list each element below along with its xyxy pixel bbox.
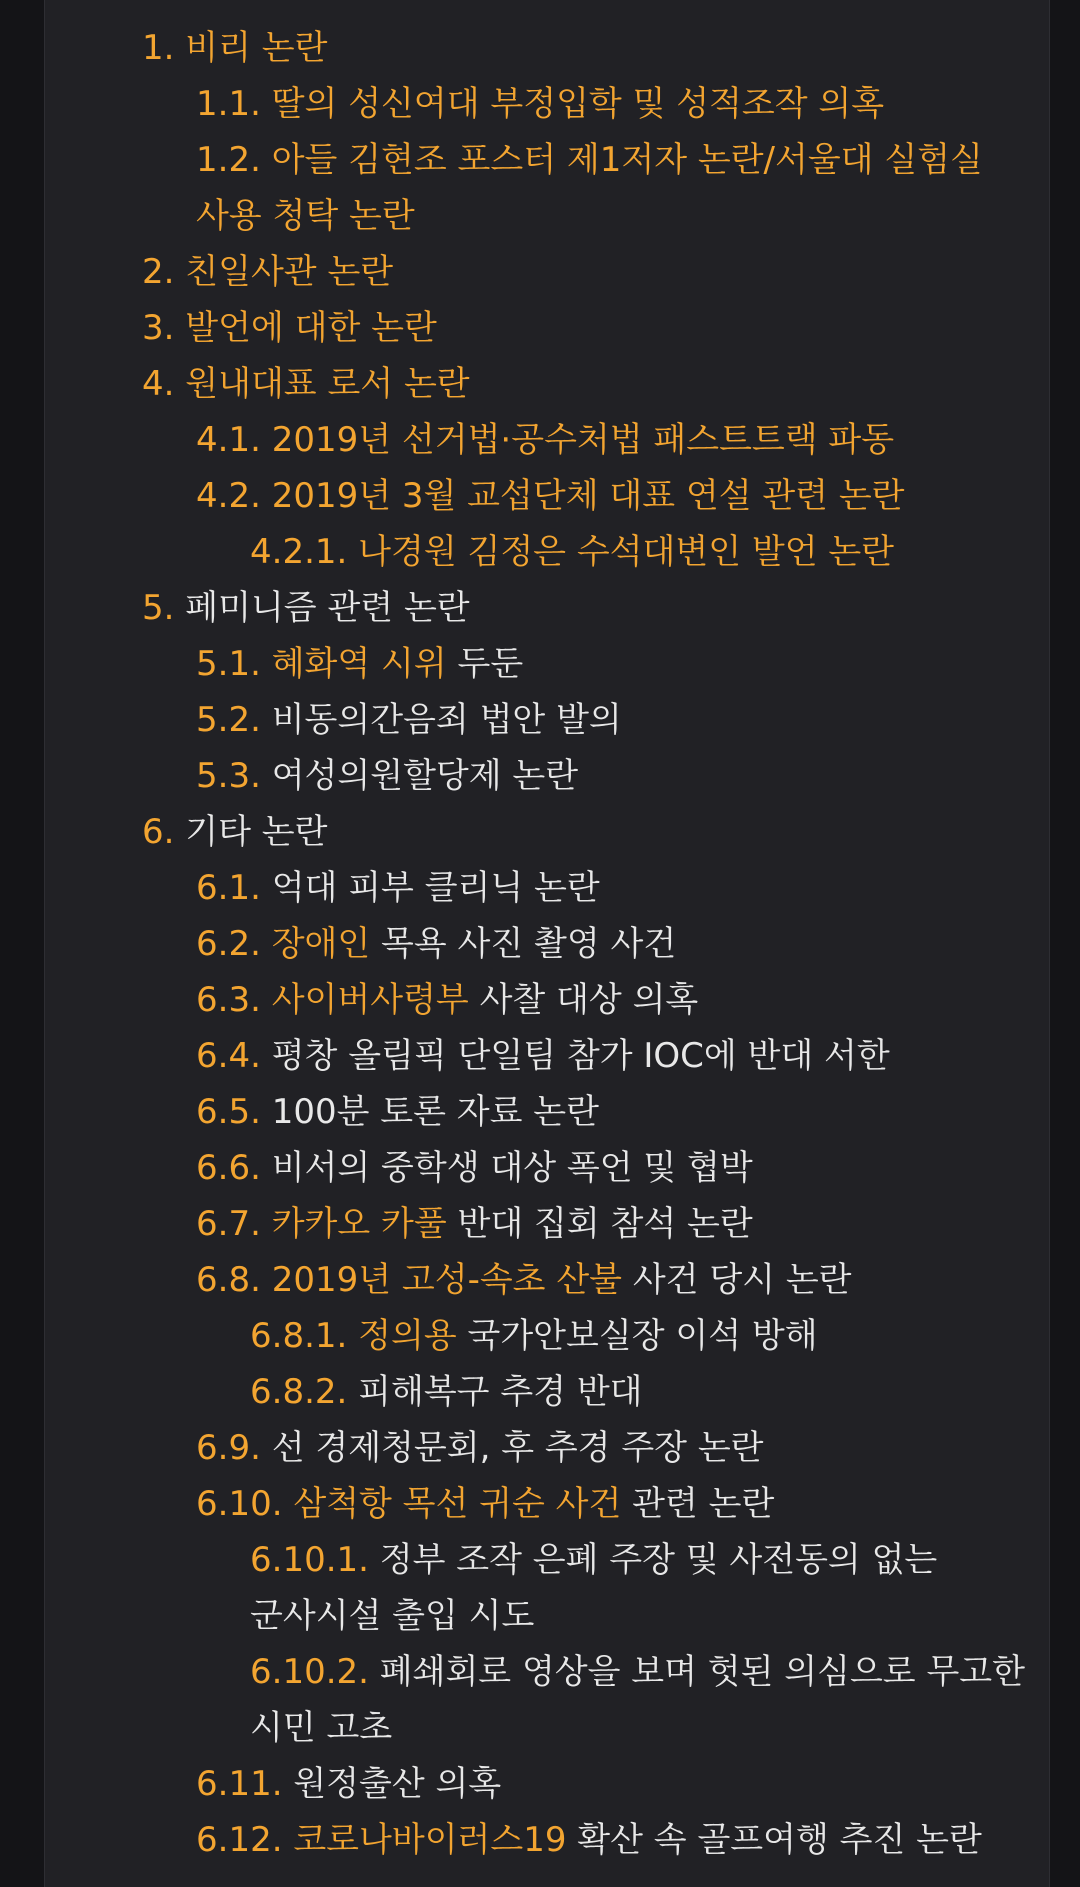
toc-item-number[interactable]: 6.3. xyxy=(196,980,261,1020)
toc-item[interactable] xyxy=(196,1756,1052,1812)
toc-item[interactable] xyxy=(142,356,1052,412)
toc-item-number[interactable]: 6.9. xyxy=(196,1428,261,1468)
toc-item-link[interactable]: 코로나바이러스19 xyxy=(293,1820,567,1860)
toc-item[interactable] xyxy=(196,916,1052,972)
toc-item-number[interactable]: 5.2. xyxy=(196,700,261,740)
table-of-contents xyxy=(142,20,1052,1868)
toc-item-number[interactable]: 6.8.1. xyxy=(250,1316,348,1356)
toc-item[interactable] xyxy=(196,1812,1052,1868)
toc-item-link[interactable]: 비리 논란 xyxy=(185,28,328,68)
toc-item[interactable] xyxy=(196,636,1052,692)
toc-item-text: 목욕 사진 촬영 사건 xyxy=(370,924,677,964)
toc-item-number[interactable]: 4.2. xyxy=(196,476,261,516)
toc-item-text: 선 경제청문회, 후 추경 주장 논란 xyxy=(271,1428,764,1468)
toc-item[interactable] xyxy=(196,1028,1052,1084)
toc-item-link[interactable]: 카카오 카풀 xyxy=(271,1204,447,1244)
toc-item-number[interactable]: 6.4. xyxy=(196,1036,261,1076)
toc-item-text: 기타 논란 xyxy=(185,812,328,852)
toc-item-text: 국가안보실장 이석 방해 xyxy=(456,1316,818,1356)
toc-item-text: 확산 속 골프여행 추진 논란 xyxy=(566,1820,982,1860)
toc-item-text: 사찰 대상 의혹 xyxy=(468,980,699,1020)
toc-item-number[interactable]: 6. xyxy=(142,812,175,852)
toc-item[interactable] xyxy=(196,412,1052,468)
content-panel xyxy=(44,0,1050,1887)
toc-item-link[interactable]: 정의용 xyxy=(358,1316,457,1356)
toc-item-text: 페미니즘 관련 논란 xyxy=(185,588,470,628)
toc-item-number[interactable]: 6.12. xyxy=(196,1820,283,1860)
toc-item-number[interactable]: 6.7. xyxy=(196,1204,261,1244)
toc-item-text: 여성의원할당제 논란 xyxy=(271,756,579,796)
toc-item-number[interactable]: 4.1. xyxy=(196,420,261,460)
toc-item[interactable] xyxy=(250,1532,1052,1644)
toc-item-number[interactable]: 5.3. xyxy=(196,756,261,796)
toc-item[interactable] xyxy=(142,580,1052,636)
toc-item[interactable] xyxy=(196,76,1052,132)
toc-item-text: 억대 피부 클리닉 논란 xyxy=(271,868,600,908)
toc-item-link[interactable]: 삼척항 목선 귀순 사건 xyxy=(293,1484,622,1524)
toc-item[interactable] xyxy=(250,1364,1052,1420)
toc-item-text: 100분 토론 자료 논란 xyxy=(271,1092,599,1132)
toc-item-number[interactable]: 6.1. xyxy=(196,868,261,908)
toc-item[interactable] xyxy=(196,132,1052,244)
toc-item-link[interactable]: 아들 김현조 포스터 제1저자 논란/서울대 실험실 사용 청탁 논란 xyxy=(196,140,983,236)
toc-item[interactable] xyxy=(142,804,1052,860)
toc-item[interactable] xyxy=(196,468,1052,524)
toc-item-link[interactable]: 원내대표 로서 논란 xyxy=(185,364,470,404)
toc-item[interactable] xyxy=(196,692,1052,748)
toc-item-text: 반대 집회 참석 논란 xyxy=(446,1204,753,1244)
toc-item-number[interactable]: 2. xyxy=(142,252,175,292)
toc-item[interactable] xyxy=(196,972,1052,1028)
toc-item-text: 평창 올림픽 단일팀 참가 IOC에 반대 서한 xyxy=(271,1036,890,1076)
toc-item-link[interactable]: 친일사관 논란 xyxy=(185,252,394,292)
toc-item-number[interactable]: 6.5. xyxy=(196,1092,261,1132)
toc-item-number[interactable]: 6.10. xyxy=(196,1484,283,1524)
toc-item[interactable] xyxy=(142,20,1052,76)
toc-item-number[interactable]: 6.8. xyxy=(196,1260,261,1300)
toc-item-number[interactable]: 5.1. xyxy=(196,644,261,684)
toc-item-text: 두둔 xyxy=(446,644,524,684)
toc-item[interactable] xyxy=(196,1196,1052,1252)
toc-item-link[interactable]: 발언에 대한 논란 xyxy=(185,308,437,348)
toc-item-number[interactable]: 3. xyxy=(142,308,175,348)
toc-item-number[interactable]: 6.10.2. xyxy=(250,1652,369,1692)
toc-item-text: 사건 당시 논란 xyxy=(622,1260,852,1300)
toc-item[interactable] xyxy=(196,1140,1052,1196)
toc-item-number[interactable]: 6.11. xyxy=(196,1764,283,1804)
toc-item-number[interactable]: 6.8.2. xyxy=(250,1372,348,1412)
toc-item-link[interactable]: 나경원 김정은 수석대변인 발언 논란 xyxy=(358,532,895,572)
toc-item-link[interactable]: 장애인 xyxy=(271,924,371,964)
toc-item-text: 피해복구 추경 반대 xyxy=(358,1372,643,1412)
toc-item-link[interactable]: 혜화역 시위 xyxy=(271,644,447,684)
toc-item[interactable] xyxy=(196,1420,1052,1476)
toc-item-text: 정부 조작 은폐 주장 및 사전동의 없는 군사시설 출입 시도 xyxy=(250,1540,938,1636)
toc-item-link[interactable]: 2019년 선거법·공수처법 패스트트랙 파동 xyxy=(271,420,895,460)
toc-item-number[interactable]: 6.2. xyxy=(196,924,261,964)
toc-item[interactable] xyxy=(250,524,1052,580)
toc-item[interactable] xyxy=(196,1476,1052,1532)
toc-item-link[interactable]: 2019년 고성-속초 산불 xyxy=(271,1260,623,1300)
toc-item-text: 비동의간음죄 법안 발의 xyxy=(271,700,622,740)
toc-item-number[interactable]: 4.2.1. xyxy=(250,532,348,572)
toc-item[interactable] xyxy=(196,860,1052,916)
toc-item[interactable] xyxy=(142,300,1052,356)
toc-item-text: 비서의 중학생 대상 폭언 및 협박 xyxy=(271,1148,753,1188)
toc-item[interactable] xyxy=(250,1308,1052,1364)
toc-item[interactable] xyxy=(250,1644,1052,1756)
toc-item-number[interactable]: 1. xyxy=(142,28,175,68)
toc-item-link[interactable]: 2019년 3월 교섭단체 대표 연설 관련 논란 xyxy=(271,476,905,516)
toc-item-link[interactable]: 딸의 성신여대 부정입학 및 성적조작 의혹 xyxy=(271,84,885,124)
toc-item-number[interactable]: 1.2. xyxy=(196,140,261,180)
toc-item[interactable] xyxy=(196,1084,1052,1140)
toc-item-number[interactable]: 5. xyxy=(142,588,175,628)
toc-item-number[interactable]: 4. xyxy=(142,364,175,404)
toc-item-text: 관련 논란 xyxy=(621,1484,775,1524)
toc-item-text: 폐쇄회로 영상을 보며 헛된 의심으로 무고한 시민 고초 xyxy=(250,1652,1025,1748)
toc-item-number[interactable]: 6.6. xyxy=(196,1148,261,1188)
toc-item-link[interactable]: 사이버사령부 xyxy=(271,980,469,1020)
toc-item-number[interactable]: 6.10.1. xyxy=(250,1540,369,1580)
toc-item-number[interactable]: 1.1. xyxy=(196,84,261,124)
toc-item-text: 원정출산 의혹 xyxy=(293,1764,502,1804)
toc-item[interactable] xyxy=(142,244,1052,300)
toc-item[interactable] xyxy=(196,748,1052,804)
toc-item[interactable] xyxy=(196,1252,1052,1308)
